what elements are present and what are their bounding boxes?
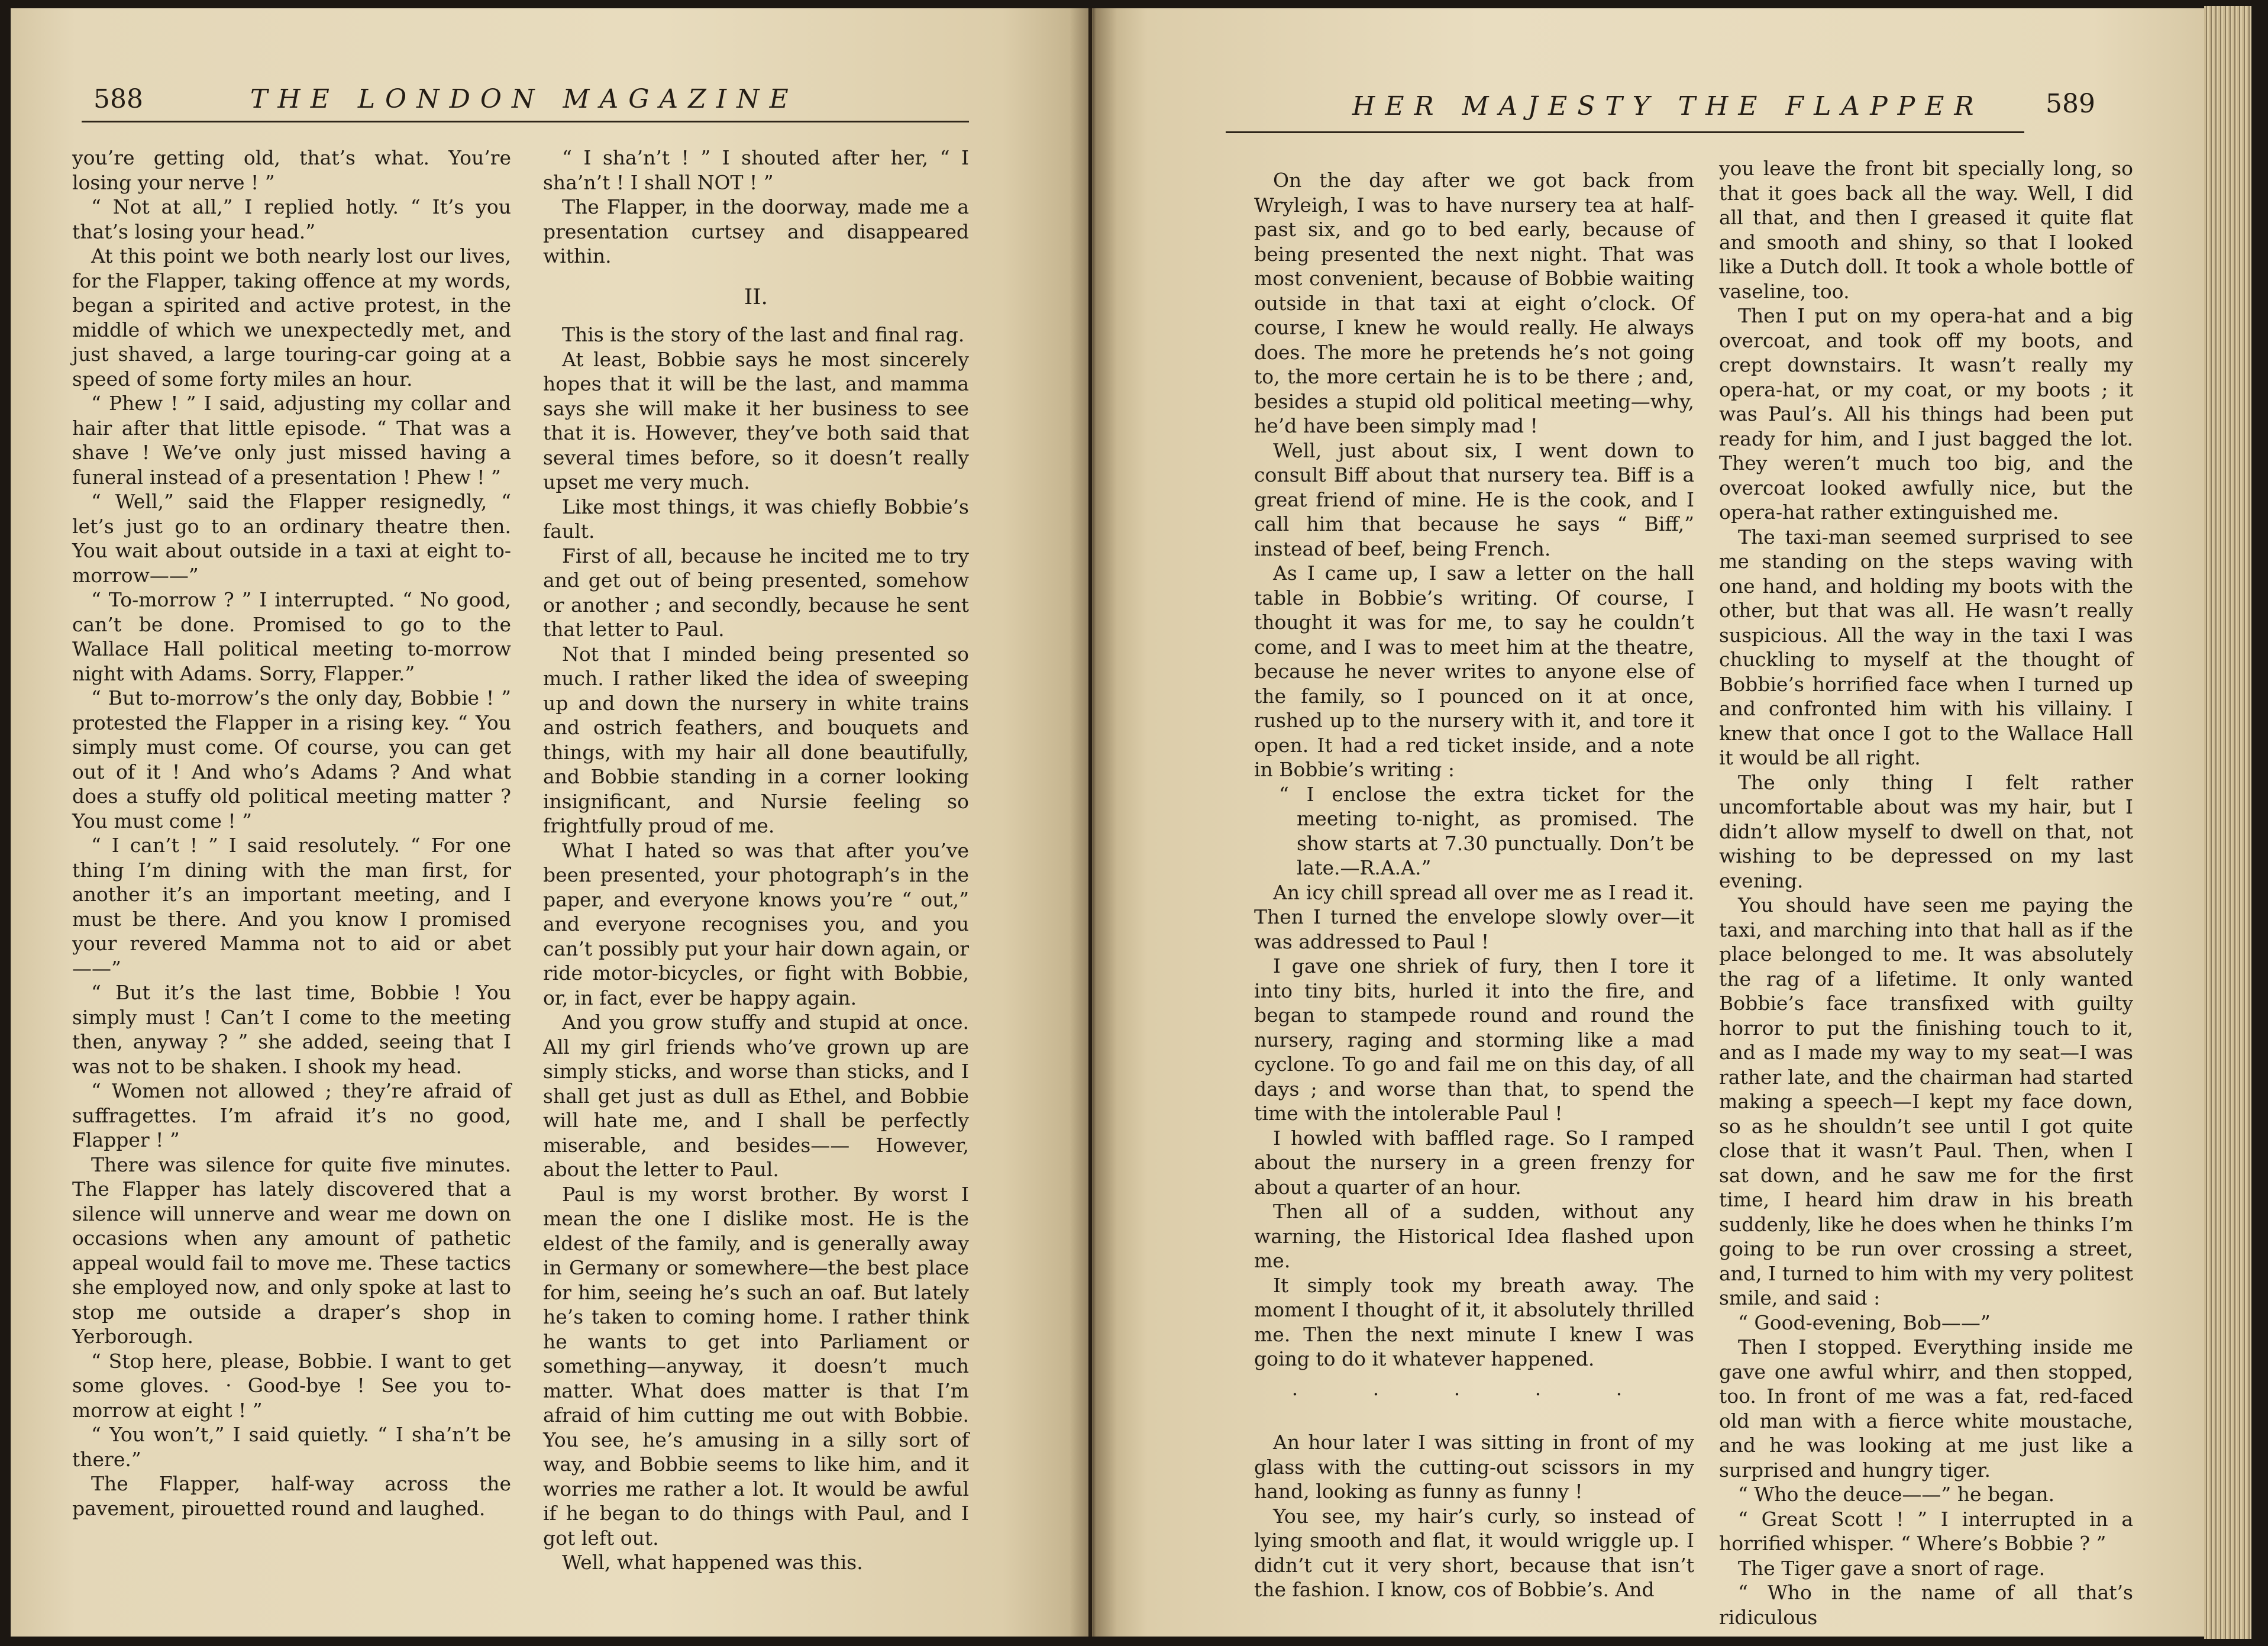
paragraph: “ Well,” said the Flapper resignedly, “ let’s just go to an ordinary theatre then. You wait about outside in a taxi at eight to-morrow——” [72,490,511,587]
page-edges [2204,6,2251,1639]
paragraph: The Flapper, in the doorway, made me a presentation curtsey and disappeared within. [543,195,969,267]
paragraph: You see, my hair’s curly, so instead of lying smooth and flat, it would wriggle up. I didn’t cut it very short, because that isn’t the fashion. I know, cos of Bobbie’s. And [1254,1504,1694,1601]
paragraph: First of all, because he incited me to try and get out of being presented, somehow or another ; and secondly, because he sent that letter to Paul. [543,544,969,641]
paragraph: “ But it’s the last time, Bobbie ! You simply must ! Can’t I come to the meeting then, anyway ? ” she added, seeing that I was not to be shaken. I shook my head. [72,981,511,1078]
paragraph: “ Not at all,” I replied hotly. “ It’s you that’s losing your head.” [72,195,511,243]
paragraph: you’re getting old, that’s what. You’re losing your nerve ! ” [72,146,511,194]
paragraph: Paul is my worst brother. By worst I mean the one I dislike most. He is the eldest of the family, and is generally away in Germany or somewhere—the best place for him, seeing he’s such an oaf. But lately he’s taken to coming home. I rather think he wants to get into Parliament or something—anyway, it doesn’t much matter. What does matter is that I’m afraid of him cutting me out with Bobbie. You see, he’s amusing in a silly sort of way, and Bobbie seems to like him, and it worries me rather a lot. It would be awful if he began to do things with Paul, and I got left out. [543,1182,969,1550]
header-rule [82,121,969,122]
paragraph: I gave one shriek of fury, then I tore it into tiny bits, hurled it into the fire, and began to stampede round and round the nursery, raging and storming like a mad cyclone. To go and fail me on this day, of all days ; and worse than that, to spend the time with the intolerable Paul ! [1254,954,1694,1125]
left-page [11,8,1088,1637]
paragraph: you leave the front bit specially long, so that it goes back all the way. Well, I did all that, and then I greased it quite flat and smooth and shiny, so that I looked like a Dutch doll. It took a whole bottle of vaseline, too. [1719,157,2133,303]
paragraph: “ Women not allowed ; they’re afraid of suffragettes. I’m afraid it’s no good, Flapper ! ” [72,1079,511,1151]
paragraph: Like most things, it was chiefly Bobbie’s fault. [543,495,969,543]
right-page [1092,8,2204,1637]
paragraph: “ Stop here, please, Bobbie. I want to get some gloves. · Good-bye ! See you to-morrow at eight ! ” [72,1349,511,1422]
left-page-number: 588 [93,84,143,114]
paragraph: At this point we both nearly lost our lives, for the Flapper, taking offence at my words, began a spirited and active protest, in the middle of which we unexpectedly met, and just shaved, a large touring-car going at a speed of some forty miles an hour. [72,244,511,390]
paragraph: At least, Bobbie says he most sincerely hopes that it will be the last, and mamma says she will make it her business to see that it is. However, they’ve both said that several times before, so it doesn’t really upset me very much. [543,347,969,493]
paragraph: “ Who the deuce——” he began. [1738,1483,2055,1506]
paragraph: Then all of a sudden, without any warning, the Historical Idea flashed upon me. [1254,1200,1694,1272]
paragraph: Well, just about six, I went down to consult Biff about that nursery tea. Biff is a great friend of mine. He is the cook, and I call him that because he says “ Biff,” instead of beef, being French. [1254,438,1694,560]
paragraph: The taxi-man seemed surprised to see me standing on the steps waving with one hand, and holding my boots with the other, but that was all. He wasn’t really suspicious. All the way in the taxi I was chuckling to myself at the thought of Bobbie’s horrified face when I turned up and confronted him with his villainy. I knew that once I got to the Wallace Hall it would be all right. [1719,525,2133,769]
paragraph: This is the story of the last and final rag. [562,323,965,346]
paragraph: “ I sha’n’t ! ” I shouted after her, “ I sha’n’t ! I shall NOT ! ” [543,146,969,194]
paragraph: Then I stopped. Everything inside me gave one awful whirr, and then stopped, too. In front of me was a fat, red-faced old man with a fierce white moustache, and he was looking at me just like a surprised and hungry tiger. [1719,1335,2133,1482]
paragraph: An hour later I was sitting in front of my glass with the cutting-out scissors in my hand, looking as funny as funny ! [1254,1431,1694,1503]
paragraph: As I came up, I saw a letter on the hall table in Bobbie’s writing. Of course, I thought it was for me, to say he couldn’t come, and I was to meet him at the theatre, because he never writes to anyone else of the family, so I pounced on it at once, rushed up to the nursery with it, and tore it open. It had a red ticket inside, and a note in Bobbie’s writing : [1254,561,1694,781]
paragraph: There was silence for quite five minutes. The Flapper has lately discovered that a silence will unnerve and wear me down on occasions when any amount of pathetic appeal would fail to move me. These tactics she employed now, and only spoke at last to stop me outside a draper’s shop in Yerborough. [72,1153,511,1348]
text-column [72,146,511,1521]
section-heading: II. [744,285,768,309]
paragraph: “ I enclose the extra ticket for the meeting to-night, as promised. The show starts at 7.30 punctually. Don’t be late.—R.A.A.” [1279,782,1694,879]
left-running-title: THE LONDON MAGAZINE [250,84,799,114]
text-column [543,146,969,1575]
paragraph: An icy chill spread all over me as I read it. Then I turned the envelope slowly over—it was addressed to Paul ! [1254,880,1694,953]
text-column [1254,168,1694,1602]
paragraph: I howled with baffled rage. So I ramped about the nursery in a green frenzy for about a quarter of an hour. [1254,1126,1694,1199]
paragraph: What I hated so was that after you’ve been presented, your photograph’s in the paper, and everyone knows you’re “ out,” and everyone recognises you, and you can’t possibly put your hair down again, or ride motor-bicycles, or fight with Bobbie, or, in fact, ever be happy again. [543,838,969,1009]
book-gutter [1070,8,1117,1637]
right-page-number: 589 [2046,89,2095,119]
paragraph: On the day after we got back from Wryleigh, I was to have nursery tea at half-past six, and go to bed early, because of being presented the next night. That was most convenient, because of Bobbie waiting outside in that taxi at eight o’clock. Of course, I knew he would really. He always does. The more he pretends he’s not going to, the more certain he is to be there ; and, besides a stupid old political meeting—why, he’d have been simply mad ! [1254,169,1694,437]
paragraph: “ To-morrow ? ” I interrupted. “ No good, can’t be done. Promised to go to the Wallace Hall political meeting to-morrow night with Adams. Sorry, Flapper.” [72,588,511,685]
paragraph: “ Great Scott ! ” I interrupted in a horrified whisper. “ Where’s Bobbie ? ” [1719,1507,2133,1555]
text-column [1719,156,2133,1629]
paragraph: “ You won’t,” I said quietly. “ I sha’n’t be there.” [72,1423,511,1471]
paragraph: “ But to-morrow’s the only day, Bobbie ! ” protested the Flapper in a rising key. “ You simply must come. Of course, you can get out of it ! And who’s Adams ? And what does a stuffy old political meeting matter ? You must come ! ” [72,686,511,832]
paragraph: “ Who in the name of all that’s ridiculous [1719,1581,2133,1629]
section-break: · · · · · [1291,1382,1657,1406]
paragraph: “ Good-evening, Bob——” [1738,1311,1991,1334]
paragraph: Not that I minded being presented so much. I rather liked the idea of sweeping up and down the nursery in white trains and ostrich feathers, and bouquets and things, with my hair all done beautifully, and Bobbie standing in a corner looking insignificant, and Nursie feeling so frightfully proud of me. [543,642,969,837]
paragraph: The Tiger gave a snort of rage. [1738,1556,2046,1580]
paragraph: The Flapper, half-way across the pavement, pirouetted round and laughed. [72,1472,511,1520]
paragraph: “ I can’t ! ” I said resolutely. “ For one thing I’m dining with the man first, for another it’s an important meeting, and I must be there. And you know I promised your revered Mamma not to aid or abet——” [72,834,511,980]
paragraph: It simply took my breath away. The moment I thought of it, it absolutely thrilled me. Then the next minute I knew I was going to do it whatever happened. [1254,1273,1694,1370]
paragraph: And you grow stuffy and stupid at once. All my girl friends who’ve grown up are simply sticks, and worse than sticks, and I shall get just as dull as Ethel, and Bobbie will hate me, and I shall be perfectly miserable, and besides—— However, about the letter to Paul. [543,1011,969,1181]
header-rule [1226,131,2024,133]
right-running-title: HER MAJESTY THE FLAPPER [1352,91,1984,121]
paragraph: The only thing I felt rather uncomfortable about was my hair, but I didn’t allow myself to dwell on that, not wishing to be depressed on my last evening. [1719,770,2133,892]
paragraph: Well, what happened was this. [562,1551,863,1574]
paragraph: “ Phew ! ” I said, adjusting my collar and hair after that little episode. “ That was a shave ! We’ve only just missed having a funeral instead of a presentation ! Phew ! ” [72,392,511,489]
paragraph: Then I put on my opera-hat and a big overcoat, and took off my boots, and crept downstairs. It wasn’t really my opera-hat, or my coat, or my boots ; it was Paul’s. All his things had been put ready for him, and I just bagged the lot. They weren’t much too big, and the overcoat looked awfully nice, but the opera-hat rather extinguished me. [1719,304,2133,524]
paragraph: You should have seen me paying the taxi, and marching into that hall as if the place belonged to me. It was absolutely the rag of a lifetime. It only wanted Bobbie’s face transfixed with guilty horror to put the finishing touch to it, and as I made my way to my seat—I was rather late, and the chairman had started making a speech—I kept my face down, so as he shouldn’t see until I got quite close that it wasn’t Paul. Then, when I sat down, and he saw me for the first time, I heard him draw in his breath suddenly, like he does when he thinks I’m going to be run over crossing a street, and, I turned to him with my very politest smile, and said : [1719,893,2133,1309]
